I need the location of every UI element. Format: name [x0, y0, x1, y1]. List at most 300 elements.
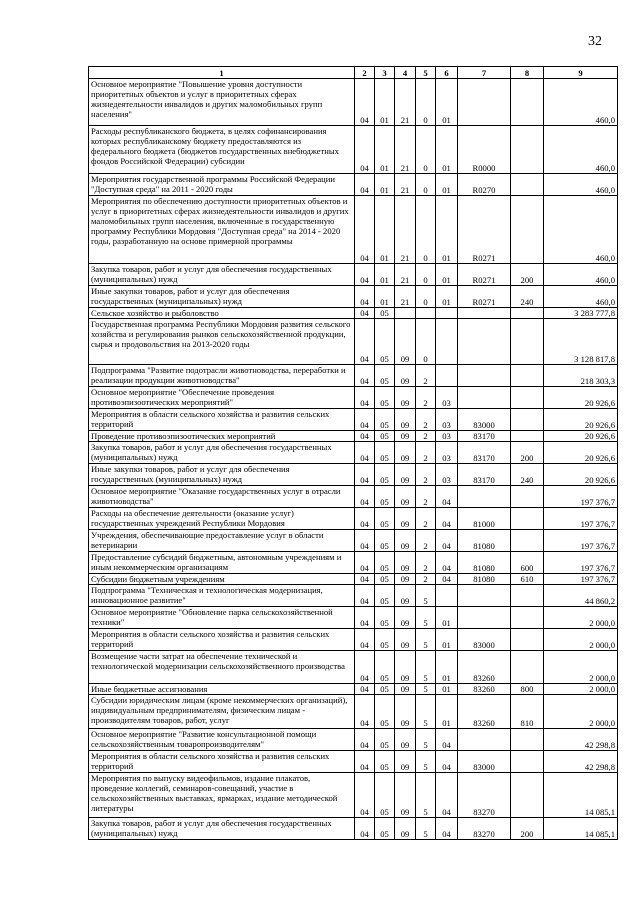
code-cell: 21 — [395, 174, 416, 196]
code-cell: 05 — [375, 818, 395, 840]
code-cell — [458, 486, 511, 508]
code-cell: 2 — [416, 409, 436, 431]
code-cell: 04 — [355, 607, 375, 629]
table-row — [89, 319, 618, 365]
code-cell: 83260 — [458, 651, 511, 684]
code-cell: 04 — [355, 585, 375, 607]
code-cell: 09 — [395, 442, 416, 464]
code-cell: 0 — [416, 174, 436, 196]
table-row — [89, 387, 618, 409]
code-cell: 2 000,0 — [544, 684, 618, 695]
code-cell: 04 — [355, 651, 375, 684]
table-row — [89, 409, 618, 431]
row-name-cell: Иные закупки товаров, работ и услуг для обеспечения государственных (муниципальных) нужд — [89, 286, 355, 308]
code-cell — [511, 729, 544, 751]
code-cell: 04 — [436, 751, 458, 773]
code-cell: 04 — [436, 508, 458, 530]
code-cell: 200 — [511, 818, 544, 840]
row-name-cell: Расходы республиканского бюджета, в целях софинансирования которых республиканскому бюджету предоставляются из федерального бюджета (бюджетов государственных внебюджетных фондов Российской Федерации) субсидии — [89, 126, 355, 174]
code-cell: 01 — [375, 79, 395, 126]
code-cell: 04 — [355, 365, 375, 387]
code-cell: 09 — [395, 431, 416, 442]
code-cell: 460,0 — [544, 286, 618, 308]
code-cell: 04 — [436, 486, 458, 508]
code-cell: 05 — [375, 409, 395, 431]
code-cell: 2 — [416, 365, 436, 387]
code-cell: 01 — [436, 79, 458, 126]
header-row — [89, 67, 618, 79]
code-cell: 5 — [416, 651, 436, 684]
code-cell — [511, 651, 544, 684]
table-row — [89, 651, 618, 684]
code-cell: 5 — [416, 629, 436, 651]
code-cell: 81080 — [458, 574, 511, 585]
code-cell — [511, 387, 544, 409]
code-cell: R0000 — [458, 126, 511, 174]
code-cell: 05 — [375, 751, 395, 773]
code-cell: 05 — [375, 773, 395, 818]
code-cell: 01 — [436, 126, 458, 174]
code-cell: 240 — [511, 464, 544, 486]
code-cell: 09 — [395, 574, 416, 585]
code-cell: 09 — [395, 818, 416, 840]
code-cell — [511, 126, 544, 174]
table-row — [89, 508, 618, 530]
row-name-cell: Основное мероприятие "Обеспечение проведения противоэпизоотических мероприятий" — [89, 387, 355, 409]
code-cell: 5 — [416, 607, 436, 629]
code-cell: 5 — [416, 695, 436, 729]
code-cell: 600 — [511, 552, 544, 574]
code-cell — [511, 319, 544, 365]
code-cell: 01 — [375, 126, 395, 174]
code-cell: 01 — [436, 607, 458, 629]
code-cell — [511, 79, 544, 126]
code-cell: 197 376,7 — [544, 530, 618, 552]
code-cell — [511, 174, 544, 196]
row-name-cell: Субсидии бюджетным учреждениям — [89, 574, 355, 585]
code-cell: 01 — [375, 286, 395, 308]
row-name-cell: Подпрограмма "Техническая и технологическая модернизация, инновационное развитие" — [89, 585, 355, 607]
table-row — [89, 729, 618, 751]
code-cell: 05 — [375, 319, 395, 365]
code-cell: 09 — [395, 409, 416, 431]
table-row — [89, 751, 618, 773]
table-row — [89, 818, 618, 840]
code-cell: 20 926,6 — [544, 431, 618, 442]
code-cell: 05 — [375, 508, 395, 530]
table-row — [89, 607, 618, 629]
row-name-cell: Государственная программа Республики Мордовия развития сельского хозяйства и регулирования рынков сельскохозяйственной продукции, сырья и продовольствия на 2013-2020 годы — [89, 319, 355, 365]
code-cell: 04 — [355, 196, 375, 264]
code-cell: 04 — [436, 729, 458, 751]
code-cell: 2 — [416, 431, 436, 442]
code-cell — [511, 607, 544, 629]
row-name-cell: Мероприятия по выпуску видеофильмов, издание плакатов, проведение коллегий, семинаров-совещаний, участие в сельскохозяйственных выставках, ярмарках, издание методической литературы — [89, 773, 355, 818]
code-cell: 0 — [416, 126, 436, 174]
code-cell: 83270 — [458, 773, 511, 818]
code-cell: 04 — [355, 264, 375, 286]
code-cell: 200 — [511, 264, 544, 286]
code-cell: 21 — [395, 79, 416, 126]
table-row — [89, 365, 618, 387]
code-cell: 05 — [375, 607, 395, 629]
code-cell: 0 — [416, 319, 436, 365]
code-cell: 2 000,0 — [544, 629, 618, 651]
row-name-cell: Предоставление субсидий бюджетным, автономным учреждениям и иным некоммерческим организациям — [89, 552, 355, 574]
code-cell — [458, 607, 511, 629]
code-cell: 04 — [355, 464, 375, 486]
code-cell: 83170 — [458, 464, 511, 486]
code-cell: 03 — [436, 387, 458, 409]
header-cell: 8 — [511, 67, 544, 79]
code-cell: 03 — [436, 442, 458, 464]
code-cell: 09 — [395, 464, 416, 486]
row-name-cell: Закупка товаров, работ и услуг для обеспечения государственных (муниципальных) нужд — [89, 442, 355, 464]
code-cell — [436, 319, 458, 365]
code-cell: 81000 — [458, 508, 511, 530]
code-cell: 01 — [375, 264, 395, 286]
code-cell: 05 — [375, 651, 395, 684]
code-cell: 83270 — [458, 818, 511, 840]
code-cell: 01 — [436, 684, 458, 695]
row-name-cell: Иные бюджетные ассигнования — [89, 684, 355, 695]
table-row — [89, 264, 618, 286]
code-cell: R0271 — [458, 286, 511, 308]
code-cell: 2 — [416, 574, 436, 585]
code-cell: 197 376,7 — [544, 552, 618, 574]
table-row — [89, 79, 618, 126]
code-cell: 2 — [416, 530, 436, 552]
code-cell: 05 — [375, 574, 395, 585]
code-cell: 01 — [436, 651, 458, 684]
code-cell: 04 — [355, 684, 375, 695]
code-cell: 01 — [436, 264, 458, 286]
code-cell: 04 — [355, 729, 375, 751]
code-cell: 2 — [416, 552, 436, 574]
code-cell: 01 — [375, 196, 395, 264]
table-row — [89, 629, 618, 651]
code-cell: 610 — [511, 574, 544, 585]
code-cell: 460,0 — [544, 174, 618, 196]
table-row — [89, 773, 618, 818]
row-name-cell: Мероприятия в области сельского хозяйства и развития сельских территорий — [89, 409, 355, 431]
table-row — [89, 126, 618, 174]
code-cell: 04 — [436, 530, 458, 552]
code-cell: 09 — [395, 751, 416, 773]
code-cell: 2 000,0 — [544, 651, 618, 684]
code-cell: 460,0 — [544, 196, 618, 264]
code-cell: 04 — [355, 409, 375, 431]
code-cell: 05 — [375, 585, 395, 607]
code-cell: 04 — [355, 79, 375, 126]
code-cell: 810 — [511, 695, 544, 729]
code-cell — [511, 508, 544, 530]
code-cell: 04 — [355, 773, 375, 818]
code-cell: 05 — [375, 464, 395, 486]
code-cell: 04 — [355, 751, 375, 773]
code-cell: 197 376,7 — [544, 574, 618, 585]
table-row — [89, 464, 618, 486]
code-cell: 04 — [355, 308, 375, 319]
code-cell: 197 376,7 — [544, 508, 618, 530]
code-cell: 21 — [395, 196, 416, 264]
code-cell — [511, 530, 544, 552]
header-cell: 1 — [89, 67, 355, 79]
code-cell — [511, 196, 544, 264]
code-cell: 5 — [416, 751, 436, 773]
code-cell: 09 — [395, 684, 416, 695]
code-cell: 04 — [436, 574, 458, 585]
code-cell: 05 — [375, 695, 395, 729]
code-cell: 04 — [355, 319, 375, 365]
row-name-cell: Иные закупки товаров, работ и услуг для обеспечения государственных (муниципальных) нужд — [89, 464, 355, 486]
header-cell: 9 — [544, 67, 618, 79]
code-cell: 2 — [416, 508, 436, 530]
code-cell — [458, 79, 511, 126]
code-cell: 09 — [395, 486, 416, 508]
code-cell: 05 — [375, 365, 395, 387]
code-cell: 09 — [395, 629, 416, 651]
code-cell: 09 — [395, 607, 416, 629]
code-cell: 09 — [395, 365, 416, 387]
code-cell: 83000 — [458, 751, 511, 773]
code-cell: 83000 — [458, 409, 511, 431]
code-cell: 460,0 — [544, 264, 618, 286]
code-cell: 04 — [355, 387, 375, 409]
code-cell: 05 — [375, 308, 395, 319]
header-cell: 3 — [375, 67, 395, 79]
code-cell — [395, 308, 416, 319]
row-name-cell: Расходы на обеспечение деятельности (оказание услуг) государственных учреждений Республики Мордовия — [89, 508, 355, 530]
code-cell: 04 — [355, 530, 375, 552]
code-cell: 04 — [355, 629, 375, 651]
code-cell: 03 — [436, 464, 458, 486]
code-cell: 14 085,1 — [544, 773, 618, 818]
code-cell: 21 — [395, 286, 416, 308]
code-cell — [458, 365, 511, 387]
table-row — [89, 530, 618, 552]
code-cell: R0270 — [458, 174, 511, 196]
code-cell — [511, 365, 544, 387]
row-name-cell: Основное мероприятие "Оказание государственных услуг в отрасли животноводства" — [89, 486, 355, 508]
code-cell: 01 — [436, 286, 458, 308]
code-cell: 42 298,8 — [544, 751, 618, 773]
code-cell: 09 — [395, 319, 416, 365]
code-cell — [458, 319, 511, 365]
code-cell: 42 298,8 — [544, 729, 618, 751]
header-cell: 4 — [395, 67, 416, 79]
code-cell: 3 128 817,8 — [544, 319, 618, 365]
code-cell: 83170 — [458, 442, 511, 464]
code-cell — [511, 431, 544, 442]
code-cell — [458, 308, 511, 319]
row-name-cell: Основное мероприятие "Обновление парка сельскохозяйственной техники" — [89, 607, 355, 629]
code-cell — [458, 729, 511, 751]
code-cell: 5 — [416, 585, 436, 607]
table-row — [89, 684, 618, 695]
code-cell: 5 — [416, 684, 436, 695]
code-cell: 800 — [511, 684, 544, 695]
table-row — [89, 442, 618, 464]
code-cell: 04 — [355, 431, 375, 442]
code-cell: 09 — [395, 387, 416, 409]
code-cell: 04 — [355, 695, 375, 729]
code-cell: 20 926,6 — [544, 464, 618, 486]
code-cell: 04 — [436, 552, 458, 574]
code-cell — [511, 773, 544, 818]
code-cell — [436, 365, 458, 387]
code-cell: 3 283 777,8 — [544, 308, 618, 319]
code-cell: 05 — [375, 552, 395, 574]
code-cell: 44 860,2 — [544, 585, 618, 607]
row-name-cell: Закупка товаров, работ и услуг для обеспечения государственных (муниципальных) нужд — [89, 264, 355, 286]
table-row — [89, 585, 618, 607]
code-cell: R0271 — [458, 264, 511, 286]
code-cell: 04 — [355, 174, 375, 196]
code-cell: 0 — [416, 264, 436, 286]
code-cell: 0 — [416, 196, 436, 264]
code-cell: 5 — [416, 773, 436, 818]
code-cell: 460,0 — [544, 79, 618, 126]
code-cell: 09 — [395, 530, 416, 552]
code-cell: 20 926,6 — [544, 442, 618, 464]
code-cell: 04 — [355, 442, 375, 464]
code-cell: 01 — [436, 695, 458, 729]
code-cell: 03 — [436, 431, 458, 442]
code-cell: 03 — [436, 409, 458, 431]
code-cell: 09 — [395, 552, 416, 574]
code-cell: 2 — [416, 387, 436, 409]
code-cell: 5 — [416, 818, 436, 840]
code-cell: 05 — [375, 431, 395, 442]
code-cell: 09 — [395, 508, 416, 530]
code-cell — [416, 308, 436, 319]
code-cell: 04 — [436, 773, 458, 818]
code-cell — [436, 308, 458, 319]
row-name-cell: Мероприятия в области сельского хозяйства и развития сельских территорий — [89, 751, 355, 773]
table-row — [89, 552, 618, 574]
code-cell: 83260 — [458, 684, 511, 695]
code-cell: 14 085,1 — [544, 818, 618, 840]
table-row — [89, 695, 618, 729]
code-cell — [511, 486, 544, 508]
code-cell: 09 — [395, 651, 416, 684]
row-name-cell: Субсидии юридическим лицам (кроме некоммерческих организаций), индивидуальным предпринимателям, физическим лицам - производителям товаров, работ, услуг — [89, 695, 355, 729]
code-cell: 04 — [355, 286, 375, 308]
code-cell: 04 — [355, 486, 375, 508]
row-name-cell: Подпрограмма "Развитие подотрасли животноводства, переработки и реализации продукции животноводства" — [89, 365, 355, 387]
code-cell: 81080 — [458, 552, 511, 574]
code-cell — [458, 585, 511, 607]
code-cell: 0 — [416, 79, 436, 126]
code-cell — [511, 308, 544, 319]
code-cell: 20 926,6 — [544, 409, 618, 431]
code-cell: 83260 — [458, 695, 511, 729]
header-cell: 5 — [416, 67, 436, 79]
code-cell: 04 — [355, 818, 375, 840]
table-row — [89, 431, 618, 442]
row-name-cell: Учреждения, обеспечивающие предоставление услуг в области ветеринарии — [89, 530, 355, 552]
code-cell: 05 — [375, 442, 395, 464]
code-cell: 2 000,0 — [544, 607, 618, 629]
code-cell: R0271 — [458, 196, 511, 264]
code-cell: 200 — [511, 442, 544, 464]
code-cell: 460,0 — [544, 126, 618, 174]
code-cell — [511, 629, 544, 651]
code-cell — [511, 409, 544, 431]
code-cell: 04 — [355, 552, 375, 574]
code-cell: 04 — [436, 818, 458, 840]
code-cell: 05 — [375, 530, 395, 552]
code-cell: 21 — [395, 126, 416, 174]
code-cell: 2 000,0 — [544, 695, 618, 729]
row-name-cell: Сельское хозяйство и рыболовство — [89, 308, 355, 319]
code-cell: 01 — [436, 174, 458, 196]
code-cell: 09 — [395, 773, 416, 818]
code-cell: 05 — [375, 729, 395, 751]
code-cell: 21 — [395, 264, 416, 286]
row-name-cell: Проведение противоэпизоотических мероприятий — [89, 431, 355, 442]
row-name-cell: Закупка товаров, работ и услуг для обеспечения государственных (муниципальных) нужд — [89, 818, 355, 840]
header-cell: 7 — [458, 67, 511, 79]
code-cell: 01 — [436, 196, 458, 264]
code-cell — [436, 585, 458, 607]
table-row — [89, 486, 618, 508]
code-cell: 09 — [395, 695, 416, 729]
code-cell: 83170 — [458, 431, 511, 442]
code-cell: 05 — [375, 387, 395, 409]
code-cell: 2 — [416, 486, 436, 508]
code-cell: 05 — [375, 684, 395, 695]
code-cell — [511, 585, 544, 607]
row-name-cell: Мероприятия по обеспечению доступности приоритетных объектов и услуг в приоритетных сферах жизнедеятельности инвалидов и других маломобильных групп населения, включенные в государственную программу Республики Мордовия "Доступная среда" на 2014 - 2020 годы, разработанную на основе примерной программы — [89, 196, 355, 264]
code-cell: 5 — [416, 729, 436, 751]
code-cell: 04 — [355, 574, 375, 585]
row-name-cell: Основное мероприятие "Развитие консультационной помощи сельскохозяйственным товаропроизводителям" — [89, 729, 355, 751]
table-row — [89, 286, 618, 308]
code-cell: 240 — [511, 286, 544, 308]
table-row — [89, 174, 618, 196]
code-cell: 04 — [355, 508, 375, 530]
code-cell: 20 926,6 — [544, 387, 618, 409]
header-cell: 6 — [436, 67, 458, 79]
code-cell: 81080 — [458, 530, 511, 552]
row-name-cell: Возмещение части затрат на обеспечение технической и технологической модернизации сельскохозяйственного производства — [89, 651, 355, 684]
code-cell: 01 — [375, 174, 395, 196]
code-cell — [458, 387, 511, 409]
code-cell: 0 — [416, 286, 436, 308]
code-cell: 2 — [416, 442, 436, 464]
budget-table — [88, 66, 618, 840]
code-cell: 09 — [395, 729, 416, 751]
code-cell: 05 — [375, 486, 395, 508]
code-cell: 01 — [436, 629, 458, 651]
table-row — [89, 308, 618, 319]
code-cell: 2 — [416, 464, 436, 486]
table-row — [89, 574, 618, 585]
page-number: 32 — [588, 34, 602, 49]
row-name-cell: Мероприятия в области сельского хозяйства и развития сельских территорий — [89, 629, 355, 651]
code-cell: 05 — [375, 629, 395, 651]
code-cell: 04 — [355, 126, 375, 174]
code-cell: 218 303,3 — [544, 365, 618, 387]
code-cell: 09 — [395, 585, 416, 607]
code-cell: 83000 — [458, 629, 511, 651]
code-cell: 197 376,7 — [544, 486, 618, 508]
row-name-cell: Мероприятия государственной программы Российской Федерации "Доступная среда" на 2011 - 2020 годы — [89, 174, 355, 196]
code-cell — [511, 751, 544, 773]
row-name-cell: Основное мероприятие "Повышение уровня доступности приоритетных объектов и услуг в приоритетных сферах жизнедеятельности инвалидов и других маломобильных групп населения" — [89, 79, 355, 126]
